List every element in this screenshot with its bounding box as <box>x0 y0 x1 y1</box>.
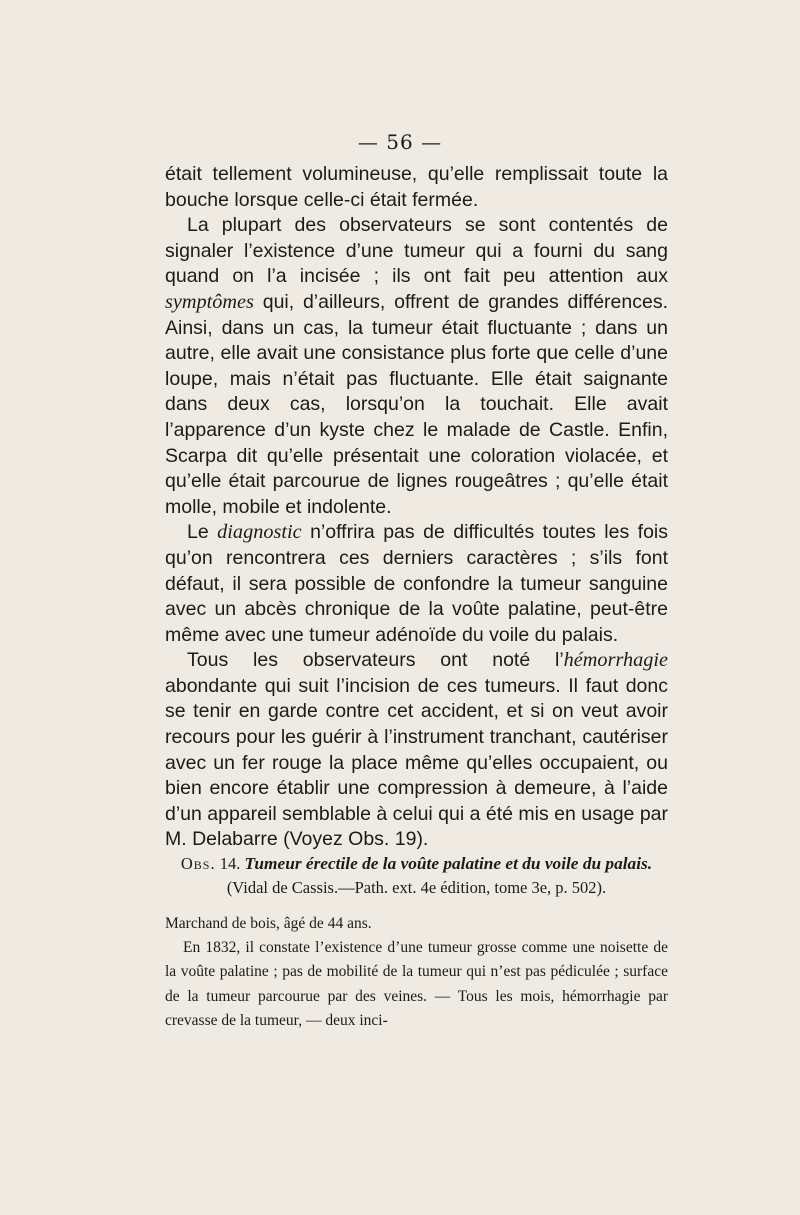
paragraph-3 <box>165 520 668 648</box>
paragraph-3-start: Le <box>187 521 218 544</box>
observation-title-line <box>165 852 668 876</box>
paragraph-4-emphasis: hémorrhagie <box>563 649 668 672</box>
paragraph-4 <box>165 648 668 853</box>
paragraph-2 <box>165 213 668 520</box>
paragraph-2-start: La plupart des observateurs se sont contentés de signaler l’existence d’une tumeur qui a fourni du sang quand on l’a incisée ; ils ont fait peu attention aux <box>165 214 668 288</box>
observation-label: Obs. <box>180 854 216 873</box>
page-number: — 56 — <box>357 130 443 154</box>
observation-number: 14. <box>219 854 241 873</box>
observation-title: Tumeur érectile de la voûte palatine et du voile du palais. <box>244 854 653 873</box>
paragraph-4-start: Tous les observateurs ont noté l’ <box>187 649 564 672</box>
paragraph-1: était tellement volumineuse, qu’elle remplissait toute la bouche lorsque celle-ci était fermée. <box>165 163 668 211</box>
paragraph-2-emphasis: symptômes <box>165 290 254 313</box>
observation-line-2: En 1832, il constate l’existence d’une tumeur grosse comme une noisette de la voûte palatine ; pas de mobilité de la tumeur qui n’est pas pédiculée ; surface de la tumeur parcourue par des veines. — Tous les mois, hémorrhagie par crevasse de la tumeur, — deux inci- <box>165 939 668 1029</box>
observation-text <box>165 912 668 1033</box>
main-text <box>165 162 668 853</box>
observation-line-1: Marchand de bois, âgé de 44 ans. <box>165 915 372 932</box>
paragraph-3-emphasis: diagnostic <box>217 521 302 544</box>
paragraph-4-end: abondante qui suit l’incision de ces tumeurs. Il faut donc se tenir en garde contre cet accident, et si on veut avoir recours pour les guérir à l’instrument tranchant, cautériser avec un fer rouge la place même qu’elles occupaient, ou bien encore établir une compression à demeure, à l’aide d’un appareil semblable à celui qui a été mis en usage par M. Delabarre (Voyez Obs. 19). <box>165 674 668 851</box>
paragraph-2-end: qui, d’ailleurs, offrent de grandes différences. Ainsi, dans un cas, la tumeur était fluctuante ; dans un autre, elle avait une consistance plus forte que celle d’une loupe, mais n’était pas fluctuante. Elle était saignante dans deux cas, lorsqu’on la touchait. Elle avait l’apparence d’un kyste chez le malade de Castle. Enfin, Scarpa dit qu’elle présentait une coloration violacée, et qu’elle était parcourue de lignes rougeâtres ; qu’elle était molle, mobile et indolente. <box>165 290 668 518</box>
observation-header <box>165 852 668 900</box>
paragraph-3-end: n’offrira pas de difficultés toutes les fois qu’on rencontrera ces derniers caractères ; s’ils font défaut, il sera possible de confondre la tumeur sanguine avec un abcès chronique de la voûte palatine, peut-être même avec une tumeur adénoïde du voile du palais. <box>165 521 669 646</box>
observation-source: (Vidal de Cassis.—Path. ext. 4e édition, tome 3e, p. 502). <box>226 878 607 897</box>
